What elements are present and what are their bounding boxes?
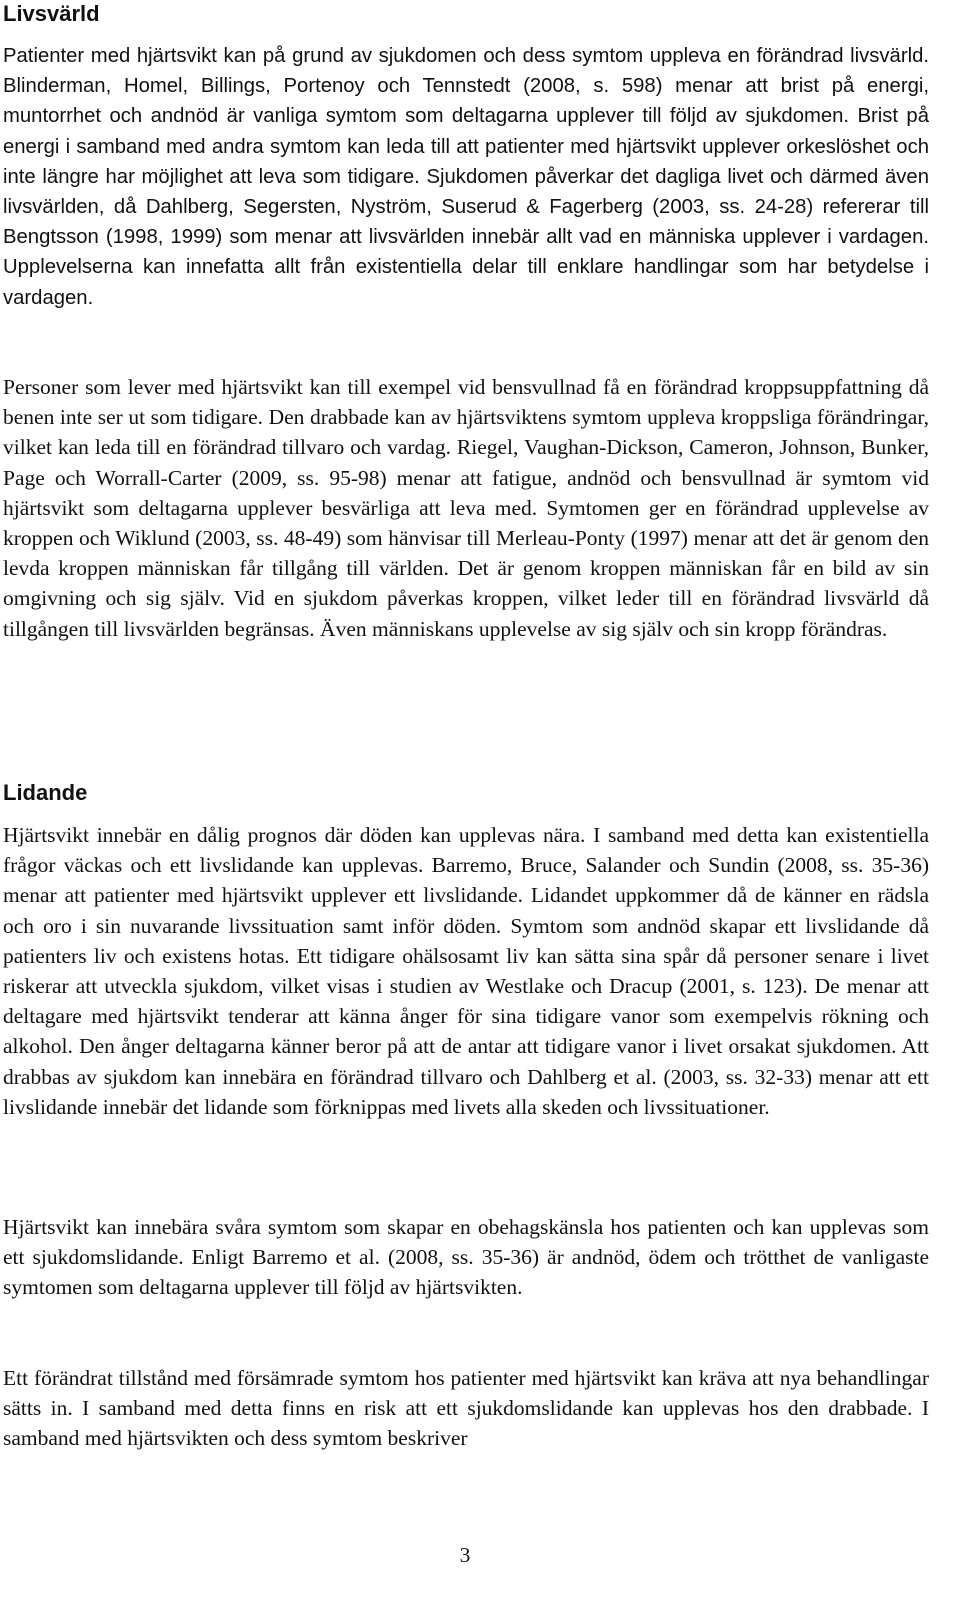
paragraph: Hjärtsvikt innebär en dålig prognos där döden kan upplevas nära. I samband med detta kan existentiella frågor väckas och ett livslidande kan upplevas. Barremo, Bruce, Salander och Sundin (2008, ss. 35-36) menar att patienter med hjärtsvikt upplever ett livslidande. Lidandet uppkommer då de känner en rädsla och oro i sin nuvarande livssituation samt inför döden. Symtom som andnöd skapar ett livslidande då patienters liv och existens hotas. Ett tidigare ohälsosamt liv kan sätta sina spår då personer senare i livet riskerar att utveckla sjukdom, vilket visas i studien av Westlake och Dracup (2001, s. 123). De menar att deltagare med hjärtsvikt tenderar att känna ånger för sina tidigare vanor som exempelvis rökning och alkohol. Den ånger deltagarna känner beror på att de antar att tidigare vanor i livet orsakat sjukdomen. Att drabbas av sjukdom kan innebära en förändrad tillvaro och Dahlberg et al. (2003, ss. 32-33) menar att ett livslidande innebär det lidande som förknippas med livets alla skeden och livssituationer. [3,823,929,1119]
section-heading-lidande: Lidande [3,780,88,805]
paragraph: Hjärtsvikt kan innebära svåra symtom som skapar en obehagskänsla hos patienten och kan upplevas som ett sjukdomslidande. Enligt Barremo et al. (2008, ss. 35-36) är andnöd, ödem och trötthet de vanligaste symtomen som deltagarna upplever till följd av hjärtsvikten. [3,1215,929,1300]
page-number: 3 [459,1543,471,1567]
paragraph: Ett förändrat tillstånd med försämrade symtom hos patienter med hjärtsvikt kan kräva att nya behandlingar sätts in. I samband med detta finns en risk att ett sjukdomslidande kan upplevas hos den drabbade. I samband med hjärtsvikten och dess symtom beskriver [3,1366,929,1451]
section-heading-livsvarld: Livsvärld [3,1,100,26]
paragraph: Personer som lever med hjärtsvikt kan till exempel vid bensvullnad få en förändrad kroppsuppfattning då benen inte ser ut som tidigare. Den drabbade kan av hjärtsviktens symtom uppleva kroppsliga förändringar, vilket kan leda till en förändrad tillvaro och vardag. Riegel, Vaughan-Dickson, Cameron, Johnson, Bunker, Page och Worrall-Carter (2009, ss. 95-98) menar att fatigue, andnöd och bensvullnad är symtom vid hjärtsvikt som deltagarna upplever besvärliga att leva med. Symtomen ger en förändrad upplevelse av kroppen och Wiklund (2003, ss. 48-49) som hänvisar till Merleau-Ponty (1997) menar att det är genom den levda kroppen människan får tillgång till världen. Det är genom kroppen människan får en bild av sin omgivning och sig själv. Vid en sjukdom påverkas kroppen, vilket leder till en förändrad livsvärld då tillgången till livsvärlden begränsas. Även människans upplevelse av sig själv och sin kropp förändras. [3,375,929,641]
paragraph: Patienter med hjärtsvikt kan på grund av sjukdomen och dess symtom uppleva en förändrad livsvärld. Blinderman, Homel, Billings, Portenoy och Tennstedt (2008, s. 598) menar att brist på energi, muntorrhet och andnöd är vanliga symtom som deltagarna upplever till följd av sjukdomen. Brist på energi i samband med andra symtom kan leda till att patienter med hjärtsvikt upplever orkeslöshet och inte längre har möjlighet att leva som tidigare. Sjukdomen påverkar det dagliga livet och därmed även livsvärlden, då Dahlberg, Segersten, Nyström, Suserud & Fagerberg (2003, ss. 24-28) refererar till Bengtsson (1998, 1999) som menar att livsvärlden innebär allt vad en människa upplever i vardagen. Upplevelserna kan innefatta allt från existentiella delar till enklare handlingar som har betydelse i vardagen. [3,45,929,309]
